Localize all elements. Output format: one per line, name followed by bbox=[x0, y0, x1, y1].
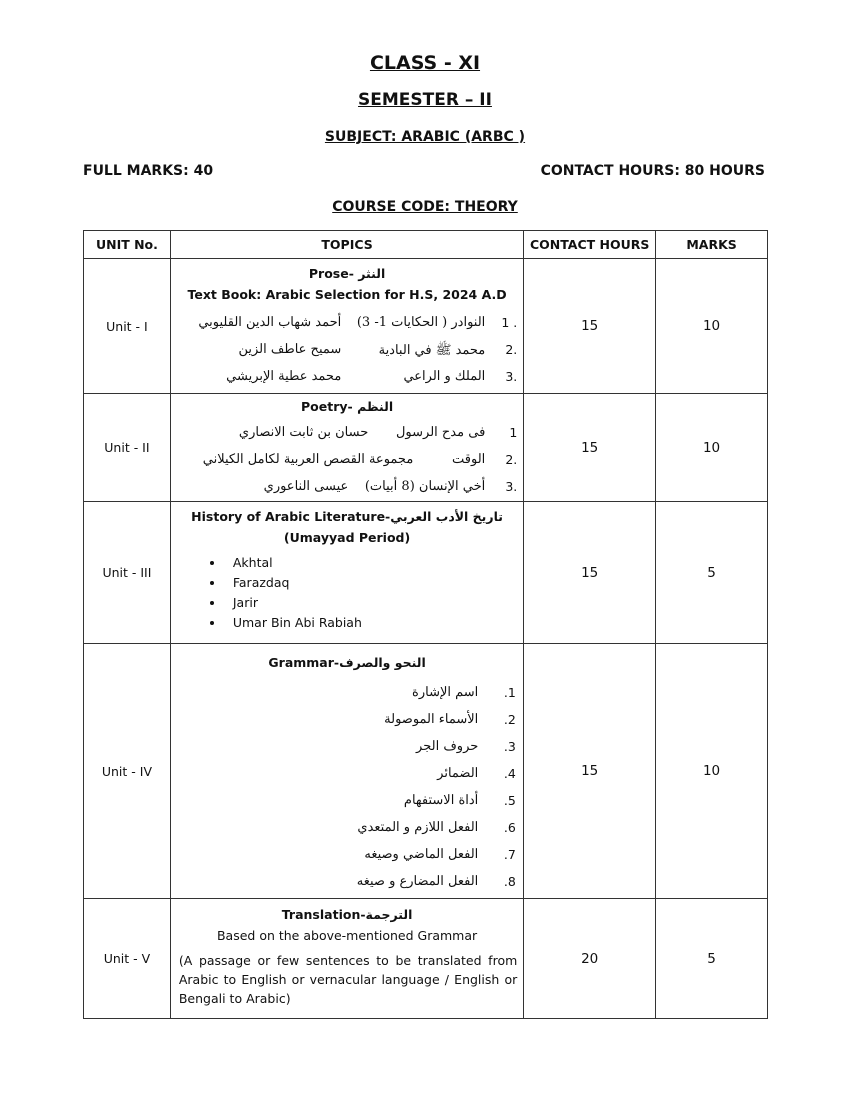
class-title: CLASS - XI bbox=[369, 52, 481, 74]
list-item: .7 الفعل الماضي وصيغه bbox=[364, 846, 516, 862]
list-item: .8 الفعل المضارع و صيغه bbox=[356, 873, 516, 889]
list-item: .6 الفعل اللازم و المتعدي bbox=[357, 819, 516, 835]
list-item: .1 اسم الإشارة bbox=[412, 684, 516, 700]
syllabus-table bbox=[83, 230, 768, 1019]
table-row bbox=[84, 502, 768, 644]
contact-hours-cell: 20 bbox=[524, 899, 656, 1019]
semester-title: SEMESTER – II bbox=[358, 90, 492, 110]
table-row bbox=[84, 259, 768, 394]
list-item: • Farazdaq bbox=[225, 573, 523, 593]
list-item: 2. محمد ﷺ في البادية سميح عاطف الزين bbox=[238, 341, 518, 358]
column-header: UNIT No. bbox=[84, 231, 171, 259]
topic-title: Grammar-النحو والصرف bbox=[268, 654, 426, 670]
topic-title: Poetry- النظم bbox=[301, 398, 394, 414]
column-header: CONTACT HOURS bbox=[524, 231, 656, 259]
unit-topics bbox=[170, 502, 523, 644]
marks-cell: 10 bbox=[656, 644, 768, 899]
unit-label: Unit - III bbox=[84, 502, 171, 644]
marks-cell: 5 bbox=[656, 899, 768, 1019]
unit-label: Unit - II bbox=[84, 394, 171, 502]
unit-topics bbox=[170, 899, 523, 1019]
list-item: 1 فى مدح الرسول حسان بن ثابت الانصاري bbox=[238, 424, 518, 440]
table-header-row bbox=[84, 231, 768, 259]
marks-cell: 10 bbox=[656, 394, 768, 502]
list-item: .2 الأسماء الموصولة bbox=[384, 711, 516, 727]
list-item: 1 . النوادر ( الحكايات 1- 3) أحمد شهاب الدين القليوبي bbox=[198, 314, 518, 330]
table-row bbox=[84, 394, 768, 502]
list-item: .5 أداة الاستفهام bbox=[403, 792, 516, 808]
contact-hours-cell: 15 bbox=[524, 259, 656, 394]
table-row bbox=[84, 899, 768, 1019]
unit-topics bbox=[170, 259, 523, 394]
full-marks: FULL MARKS: 40 bbox=[83, 163, 214, 179]
list-item: • Jarir bbox=[225, 593, 523, 613]
subject-title: SUBJECT: ARABIC (ARBC ) bbox=[324, 129, 526, 145]
bullet-list bbox=[171, 553, 523, 633]
contact-hours-cell: 15 bbox=[524, 502, 656, 644]
topic-subtitle: Based on the above-mentioned Grammar bbox=[216, 928, 478, 943]
unit-topics bbox=[170, 644, 523, 899]
unit-topics bbox=[170, 394, 523, 502]
contact-hours: CONTACT HOURS: 80 HOURS bbox=[540, 163, 765, 179]
unit-label: Unit - I bbox=[84, 259, 171, 394]
contact-hours-cell: 15 bbox=[524, 394, 656, 502]
marks-cell: 10 bbox=[656, 259, 768, 394]
unit-label: Unit - IV bbox=[84, 644, 171, 899]
list-item: • Akhtal bbox=[225, 553, 523, 573]
course-code: COURSE CODE: THEORY bbox=[332, 199, 518, 215]
table-row bbox=[84, 644, 768, 899]
list-item: .4 الضمائر bbox=[437, 765, 516, 781]
list-item: 3. أخي الإنسان (8 أبيات) عيسى الناعوري bbox=[263, 478, 518, 494]
topic-title: History of Arabic Literature-تاريخ الأدب العربي bbox=[191, 508, 503, 524]
topic-title: Translation-الترجمة bbox=[281, 907, 413, 922]
contact-hours-cell: 15 bbox=[524, 644, 656, 899]
topic-subtitle: (Umayyad Period) bbox=[283, 529, 411, 545]
list-item: 2. الوقت مجموعة القصص العربية لكامل الكيلاني bbox=[202, 451, 518, 467]
topic-note: (A passage or few sentences to be translated from Arabic to English or vernacular language / English or Bengali to Arabic) bbox=[178, 953, 518, 1006]
unit-label: Unit - V bbox=[84, 899, 171, 1019]
list-item: .3 حروف الجر bbox=[416, 738, 516, 754]
list-item: • Umar Bin Abi Rabiah bbox=[225, 613, 523, 633]
topic-title: Prose- النثر bbox=[308, 265, 386, 281]
marks-cell: 5 bbox=[656, 502, 768, 644]
list-item: 3. الملك و الراعي محمد عطية الإبريشي bbox=[226, 368, 518, 384]
column-header: MARKS bbox=[656, 231, 768, 259]
column-header: TOPICS bbox=[170, 231, 523, 259]
topic-subtitle: Text Book: Arabic Selection for H.S, 2024 A.D bbox=[187, 286, 507, 302]
